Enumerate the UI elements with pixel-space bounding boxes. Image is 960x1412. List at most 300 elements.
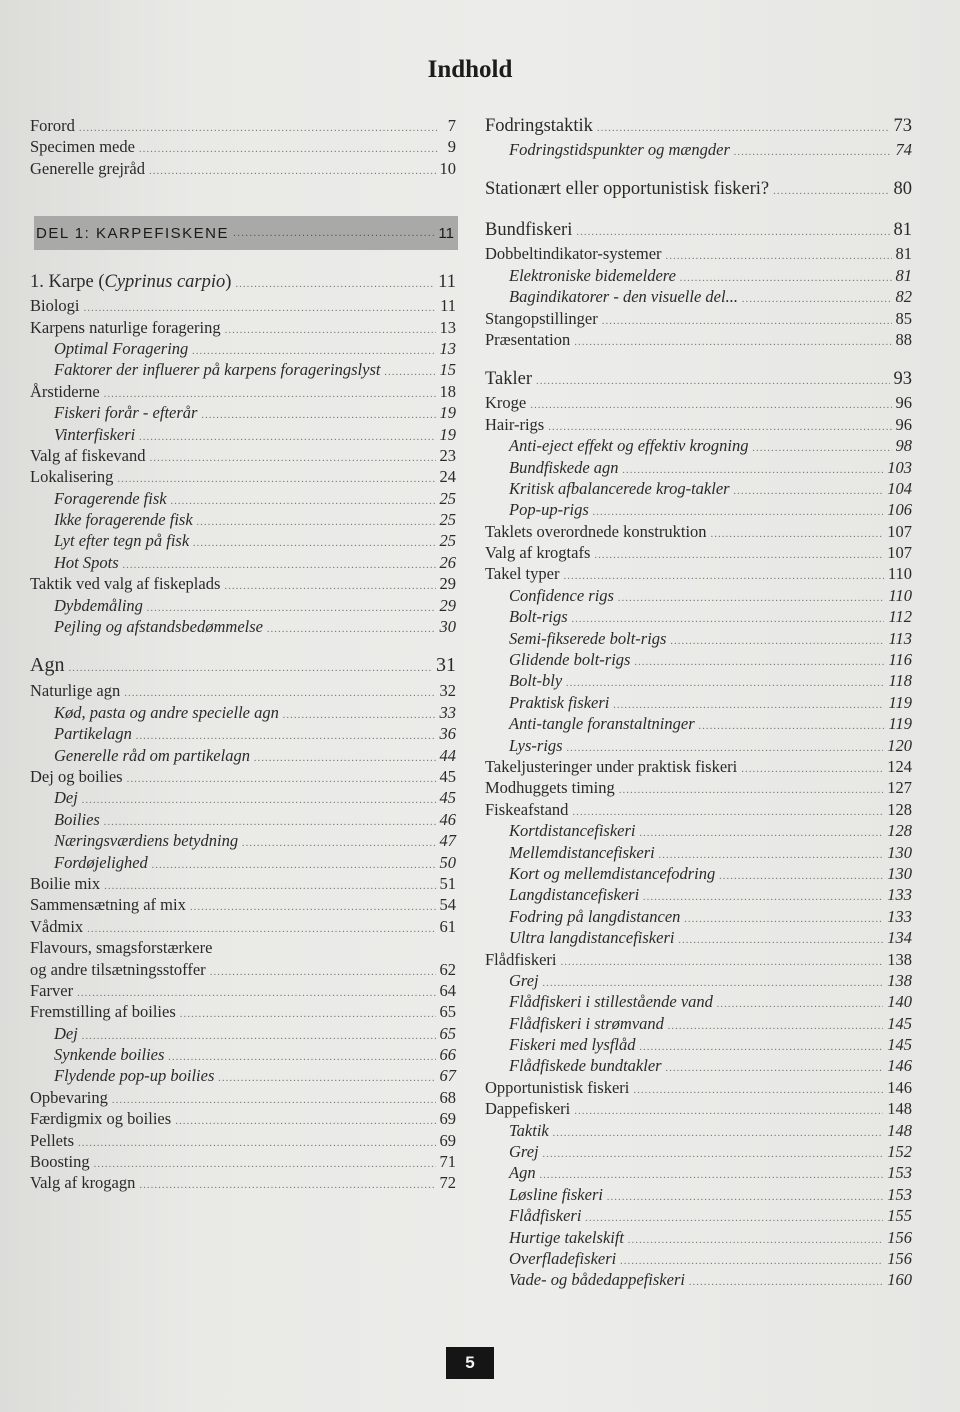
toc-entry-title: Lokalisering — [30, 467, 114, 487]
dot-leader — [190, 901, 436, 913]
toc-entry-page: 146 — [887, 1077, 912, 1097]
toc-entry-page: 127 — [887, 778, 912, 798]
toc-entry-title: Stangopstillinger — [485, 308, 598, 328]
toc-entry-page: 133 — [887, 906, 912, 926]
toc-entry-title: Partikelagn — [54, 724, 132, 744]
dot-leader — [171, 495, 436, 507]
toc-entry-page: 65 — [439, 1002, 456, 1022]
toc-entry-page: 110 — [888, 585, 912, 605]
dot-leader — [717, 998, 883, 1010]
toc-entry — [485, 778, 912, 799]
toc-entry-title: Dej — [54, 788, 78, 808]
dot-leader — [87, 923, 435, 935]
toc-entry — [30, 574, 456, 595]
agn-list-2 — [30, 981, 456, 1195]
toc-entry-page: 11 — [440, 296, 456, 316]
chapter1-list — [30, 296, 456, 638]
toc-entry-page: 130 — [887, 842, 912, 862]
dot-leader — [201, 409, 435, 421]
toc-entry-page: 9 — [447, 137, 456, 157]
toc-entry-page: 19 — [439, 403, 456, 423]
toc-entry-page: 72 — [439, 1173, 456, 1193]
dot-leader — [267, 623, 436, 635]
toc-entry — [485, 309, 912, 330]
dot-leader — [666, 250, 892, 262]
toc-subentry — [485, 928, 912, 949]
toc-subentry — [30, 339, 456, 360]
toc-entry-page: 7 — [447, 116, 456, 135]
toc-entry-page: 64 — [439, 980, 456, 1000]
toc-entry-page: 88 — [895, 329, 912, 349]
toc-subentry — [485, 607, 912, 628]
dot-leader — [574, 336, 891, 348]
toc-entry-page: 66 — [439, 1045, 456, 1065]
toc-entry-title: Ikke foragerende fisk — [54, 510, 193, 530]
dot-leader — [680, 272, 892, 284]
toc-entry-title: Boilie mix — [30, 873, 101, 893]
toc-entry-page: 25 — [439, 531, 456, 551]
dot-leader — [384, 366, 435, 378]
toc-entry-title: Lyt efter tegn på fisk — [54, 531, 190, 551]
toc-entry-page: 140 — [887, 992, 912, 1012]
toc-entry-title: Kritisk afbalancerede krog-takler — [509, 478, 730, 498]
toc-entry-title: Kroge — [485, 393, 527, 413]
toc-entry-page: 138 — [887, 949, 912, 969]
dot-leader — [117, 473, 435, 485]
dot-leader — [585, 1212, 883, 1224]
takler-list — [485, 393, 912, 1291]
toc-entry-page: 32 — [439, 681, 456, 701]
dot-leader — [82, 794, 436, 806]
toc-entry-page: 119 — [888, 692, 912, 712]
toc-entry-title: Flådfiskede bundtakler — [509, 1056, 662, 1076]
toc-entry — [30, 467, 456, 488]
section-heading-agn-page: 31 — [436, 654, 456, 677]
dot-leader — [152, 859, 436, 871]
toc-entry-title: Dej — [54, 1023, 78, 1043]
toc-entry-title: Bolt-bly — [509, 671, 563, 691]
toc-subentry — [485, 1249, 912, 1270]
toc-entry-title: Taktik ved valg af fiskeplads — [30, 574, 221, 594]
toc-entry-title: Fiskeafstand — [485, 799, 569, 819]
toc-subentry — [485, 1056, 912, 1077]
dot-leader — [719, 870, 883, 882]
toc-entry — [30, 382, 456, 403]
toc-entry-page: 29 — [439, 595, 456, 615]
toc-entry-title: Taklets overordnede konstruktion — [485, 521, 707, 541]
toc-entry-page: 133 — [887, 885, 912, 905]
toc-subentry — [30, 531, 456, 552]
toc-entry-page: 96 — [895, 393, 912, 413]
toc-entry-page: 120 — [887, 735, 912, 755]
chapter-heading-suffix: ) — [225, 272, 232, 293]
toc-entry-title: Glidende bolt-rigs — [509, 650, 631, 670]
toc-entry-title: Overfladefiskeri — [509, 1248, 617, 1268]
toc-entry-page: 128 — [887, 821, 912, 841]
toc-entry — [485, 950, 912, 971]
toc-subentry — [30, 703, 456, 724]
toc-entry-page: 13 — [439, 338, 456, 358]
dot-leader — [104, 816, 436, 828]
toc-entry-page: 153 — [887, 1184, 912, 1204]
dot-leader — [127, 773, 436, 785]
toc-entry — [485, 800, 912, 821]
toc-entry-title: Opbevaring — [30, 1087, 108, 1107]
dot-leader — [123, 559, 436, 571]
toc-entry-title: Præsentation — [485, 329, 571, 349]
toc-entry — [485, 1078, 912, 1099]
toc-entry-page: 85 — [895, 308, 912, 328]
toc-entry-page: 138 — [887, 970, 912, 990]
toc-entry-title: Fordøjelighed — [54, 852, 148, 872]
dot-leader — [666, 1062, 884, 1074]
toc-subentry — [485, 266, 912, 287]
toc-entry-page: 15 — [439, 360, 456, 380]
page-number: 5 — [446, 1347, 494, 1379]
toc-entry-title: Bagindikatorer - den visuelle del... — [509, 287, 738, 307]
toc-entry-title: Praktisk fiskeri — [509, 692, 610, 712]
toc-entry — [485, 415, 912, 436]
stationaert-entry: Stationært eller opportunistisk fiskeri? ..... 80 — [485, 179, 912, 203]
toc-entry-page: 156 — [887, 1227, 912, 1247]
toc-entry-page: 119 — [888, 714, 912, 734]
toc-entry-page: 69 — [439, 1109, 456, 1129]
toc-subentry — [30, 831, 456, 852]
toc-entry-page: 68 — [439, 1087, 456, 1107]
toc-entry — [30, 318, 456, 339]
toc-entry-title: Forord — [30, 116, 75, 135]
dot-leader — [175, 1115, 435, 1127]
toc-entry-title: Semi-fikserede bolt-rigs — [509, 628, 667, 648]
chapter-heading-page: 11 — [438, 272, 456, 293]
dot-leader — [82, 1030, 436, 1042]
dot-leader — [633, 1084, 883, 1096]
toc-right-column — [485, 116, 912, 1292]
toc-entry-title: Flydende pop-up boilies — [54, 1066, 215, 1086]
toc-entry-title: Næringsværdiens betydning — [54, 831, 239, 851]
dot-leader — [561, 956, 884, 968]
toc-subentry — [485, 907, 912, 928]
toc-subentry — [485, 436, 912, 457]
toc-entry-title: Opportunistisk fiskeri — [485, 1077, 630, 1097]
toc-entry — [30, 767, 456, 788]
toc-entry — [30, 1002, 456, 1023]
toc-subentry — [30, 853, 456, 874]
toc-subentry — [30, 596, 456, 617]
agn-list — [30, 681, 456, 938]
toc-entry — [485, 244, 912, 265]
toc-entry-page: 153 — [887, 1163, 912, 1183]
toc-entry-page: 30 — [439, 617, 456, 637]
toc-entry-title: Langdistancefiskeri — [509, 885, 640, 905]
dot-leader — [567, 742, 884, 754]
toc-entry-title: Anti-eject effekt og effektiv krogning — [509, 436, 749, 456]
toc-entry-page: 51 — [439, 873, 456, 893]
toc-entry-page: 103 — [887, 457, 912, 477]
toc-entry-title: Lys-rigs — [509, 735, 563, 755]
toc-entry — [30, 116, 456, 137]
toc-entry-page: 23 — [439, 445, 456, 465]
toc-subentry — [30, 788, 456, 809]
toc-entry-page: 128 — [887, 799, 912, 819]
toc-entry-title: Kort og mellemdistancefodring — [509, 863, 716, 883]
toc-entry-title: Pop-up-rigs — [509, 500, 589, 520]
dot-leader — [566, 677, 884, 689]
toc-subentry — [30, 425, 456, 446]
toc-subentry — [485, 1121, 912, 1142]
toc-entry — [30, 1109, 456, 1130]
dot-leader — [139, 431, 435, 443]
toc-entry-page: 156 — [887, 1248, 912, 1268]
dot-leader — [149, 165, 436, 177]
toc-entry-title: Confidence rigs — [509, 585, 614, 605]
toc-entry-title: Generelle råd om partikelagn — [54, 745, 250, 765]
dot-leader — [668, 1020, 883, 1032]
dot-leader — [225, 324, 436, 336]
dot-leader — [619, 784, 884, 796]
dot-leader — [594, 549, 883, 561]
dot-leader — [684, 913, 883, 925]
toc-entry-page: 134 — [887, 928, 912, 948]
toc-entry — [30, 1152, 456, 1173]
toc-entry-title: Taktik — [509, 1120, 549, 1140]
dot-leader — [112, 1094, 436, 1106]
toc-subentry — [485, 1270, 912, 1291]
toc-entry — [485, 522, 912, 543]
toc-entry — [30, 895, 456, 916]
toc-entry-title: Bolt-rigs — [509, 607, 568, 627]
toc-entry-title: Valg af fiskevand — [30, 445, 146, 465]
dot-leader — [623, 464, 884, 476]
toc-entry-page: 24 — [439, 467, 456, 487]
toc-entry-page: 145 — [887, 1013, 912, 1033]
dot-leader — [139, 143, 438, 155]
toc-entry-title: Kortdistancefiskeri — [509, 821, 636, 841]
toc-entry-title: Pellets — [30, 1130, 74, 1150]
fodring-sub-entry: Fodringstidspunkter og mængder ..... 74 — [485, 140, 912, 161]
toc-entry — [485, 330, 912, 351]
toc-entry-page: 155 — [887, 1206, 912, 1226]
toc-subentry — [30, 510, 456, 531]
toc-subentry — [485, 885, 912, 906]
toc-entry-title: Pejling og afstandsbedømmelse — [54, 617, 263, 637]
toc-entry-title: Takel typer — [485, 564, 560, 584]
toc-entry-title: Specimen mede — [30, 137, 135, 157]
toc-subentry — [485, 1185, 912, 1206]
toc-subentry — [30, 617, 456, 638]
toc-subentry — [485, 971, 912, 992]
toc-subentry — [485, 1035, 912, 1056]
toc-entry-page: 50 — [439, 852, 456, 872]
toc-entry-title: Fiskeri med lysflåd — [509, 1035, 636, 1055]
toc-entry-page: 69 — [439, 1130, 456, 1150]
dot-leader — [734, 485, 884, 497]
toc-entry-title: Vådmix — [30, 916, 84, 936]
toc-entry — [30, 981, 456, 1002]
dot-leader — [77, 987, 435, 999]
toc-entry-page: 81 — [895, 265, 912, 285]
dot-leader — [618, 592, 885, 604]
toc-subentry — [485, 1014, 912, 1035]
dot-leader — [530, 399, 891, 411]
toc-entry-page: 110 — [887, 564, 912, 584]
dot-leader — [124, 687, 435, 699]
toc-entry-page: 118 — [888, 671, 912, 691]
dot-leader — [136, 730, 436, 742]
toc-entry-page: 33 — [439, 702, 456, 722]
toc-entry-page: 148 — [887, 1099, 912, 1119]
toc-entry-title: Hurtige takelskift — [509, 1227, 625, 1247]
dot-leader — [218, 1072, 435, 1084]
toc-subentry — [485, 287, 912, 308]
dot-leader — [94, 1158, 436, 1170]
dot-leader — [104, 388, 436, 400]
toc-subentry — [485, 1163, 912, 1184]
toc-entry-page: 130 — [887, 863, 912, 883]
toc-entry-page: 10 — [439, 158, 456, 178]
toc-subentry — [485, 479, 912, 500]
dot-leader — [711, 528, 884, 540]
toc-entry-title: Biologi — [30, 296, 80, 316]
toc-subentry — [485, 671, 912, 692]
toc-entry — [485, 393, 912, 414]
section-heading-agn — [30, 654, 456, 681]
toc-entry-title: Boilies — [54, 809, 100, 829]
bund-list — [485, 244, 912, 351]
toc-entry — [485, 757, 912, 778]
section-heading-bund: Bundfiskeri ..... 81 — [485, 220, 912, 244]
toc-subentry — [30, 1066, 456, 1087]
chapter-heading-karpe — [30, 272, 456, 296]
toc-subentry — [30, 360, 456, 381]
toc-entry-title: Fremstilling af boilies — [30, 1002, 176, 1022]
dot-leader — [197, 516, 436, 528]
dot-leader — [670, 635, 884, 647]
toc-subentry — [485, 714, 912, 735]
toc-left-column — [30, 116, 456, 1195]
toc-entry-page: 18 — [439, 381, 456, 401]
dot-leader — [640, 827, 884, 839]
dot-leader — [752, 442, 891, 454]
toc-entry-title: Sammensætning af mix — [30, 895, 186, 915]
toc-subentry — [30, 1024, 456, 1045]
toc-entry — [30, 446, 456, 467]
toc-entry-page: 45 — [439, 788, 456, 808]
toc-subentry — [30, 489, 456, 510]
toc-entry-title: Kød, pasta og andre specielle agn — [54, 702, 279, 722]
toc-entry-page: 45 — [439, 766, 456, 786]
toc-subentry — [485, 586, 912, 607]
dot-leader — [543, 977, 884, 989]
toc-entry-page: 46 — [439, 809, 456, 829]
dot-leader — [741, 763, 883, 775]
toc-entry-title: Valg af krogagn — [30, 1173, 136, 1193]
dot-leader — [283, 709, 436, 721]
toc-entry-title: Karpens naturlige foragering — [30, 317, 221, 337]
toc-entry — [30, 1173, 456, 1194]
dot-leader — [147, 602, 436, 614]
toc-entry-title: Hot Spots — [54, 552, 119, 572]
dot-leader — [639, 1041, 883, 1053]
chapter-heading-latin: Cyprinus carpio — [104, 272, 226, 293]
toc-entry-title: Vinterfiskeri — [54, 424, 136, 444]
section-heading-takler: Takler ..... 93 — [485, 369, 912, 393]
toc-entry-page: 25 — [439, 510, 456, 530]
dot-leader — [678, 934, 883, 946]
toc-entry-title: Flådfiskeri — [485, 949, 557, 969]
dot-leader — [78, 1137, 436, 1149]
toc-entry — [485, 1099, 912, 1120]
dot-leader — [699, 720, 885, 732]
toc-entry-title: Løsline fiskeri — [509, 1184, 603, 1204]
toc-subentry — [485, 650, 912, 671]
dot-leader — [574, 1105, 883, 1117]
toc-entry — [30, 681, 456, 702]
toc-entry-page: 71 — [439, 1152, 456, 1172]
toc-subentry — [485, 1142, 912, 1163]
toc-subentry — [30, 810, 456, 831]
dot-leader — [543, 1148, 884, 1160]
toc-entry — [30, 917, 456, 938]
toc-entry — [30, 1088, 456, 1109]
toc-entry-title: Dappefiskeri — [485, 1099, 571, 1119]
dot-leader — [192, 345, 435, 357]
toc-entry-page: 96 — [895, 414, 912, 434]
toc-entry — [485, 543, 912, 564]
toc-subentry — [485, 864, 912, 885]
toc-entry-page: 47 — [439, 831, 456, 851]
toc-entry-page: 104 — [887, 478, 912, 498]
toc-subentry — [485, 1206, 912, 1227]
toc-entry-page: 106 — [887, 500, 912, 520]
toc-entry-title: Dybdemåling — [54, 595, 143, 615]
toc-entry-page: 26 — [439, 552, 456, 572]
toc-entry-title: Grej — [509, 970, 539, 990]
toc-entry-title: Dobbeltindikator-systemer — [485, 244, 662, 264]
toc-entry-page: 29 — [439, 574, 456, 594]
section-heading-agn-title: Agn — [30, 654, 65, 677]
dot-leader — [602, 315, 892, 327]
dot-leader — [224, 580, 435, 592]
dot-leader — [620, 1255, 883, 1267]
dot-leader — [242, 837, 435, 849]
toc-entry — [30, 137, 456, 158]
dot-leader — [634, 656, 884, 668]
toc-entry — [30, 159, 456, 180]
toc-entry-title: Boosting — [30, 1152, 90, 1172]
toc-entry-title: Flådfiskeri i stillestående vand — [509, 992, 713, 1012]
toc-entry-page: 160 — [887, 1270, 912, 1290]
dot-leader — [84, 302, 437, 314]
toc-entry-title: Mellemdistancefiskeri — [509, 842, 655, 862]
toc-entry-page: 61 — [439, 916, 456, 936]
toc-entry-title: Farver — [30, 980, 74, 1000]
toc-entry-page: 124 — [887, 756, 912, 776]
part-banner-title: DEL 1: KARPEFISKENE — [36, 224, 230, 242]
toc-subentry — [485, 1228, 912, 1249]
toc-entry-page: 98 — [895, 436, 912, 456]
dot-leader — [689, 1276, 883, 1288]
toc-entry-page: 113 — [888, 628, 912, 648]
part-banner — [34, 216, 458, 250]
toc-entry-title: Modhuggets timing — [485, 778, 615, 798]
dot-leader — [593, 506, 884, 518]
dot-leader — [607, 1191, 883, 1203]
dot-leader — [563, 570, 883, 582]
dot-leader — [540, 1169, 884, 1181]
toc-subentry — [485, 736, 912, 757]
part-banner-page: 11 — [438, 224, 454, 242]
